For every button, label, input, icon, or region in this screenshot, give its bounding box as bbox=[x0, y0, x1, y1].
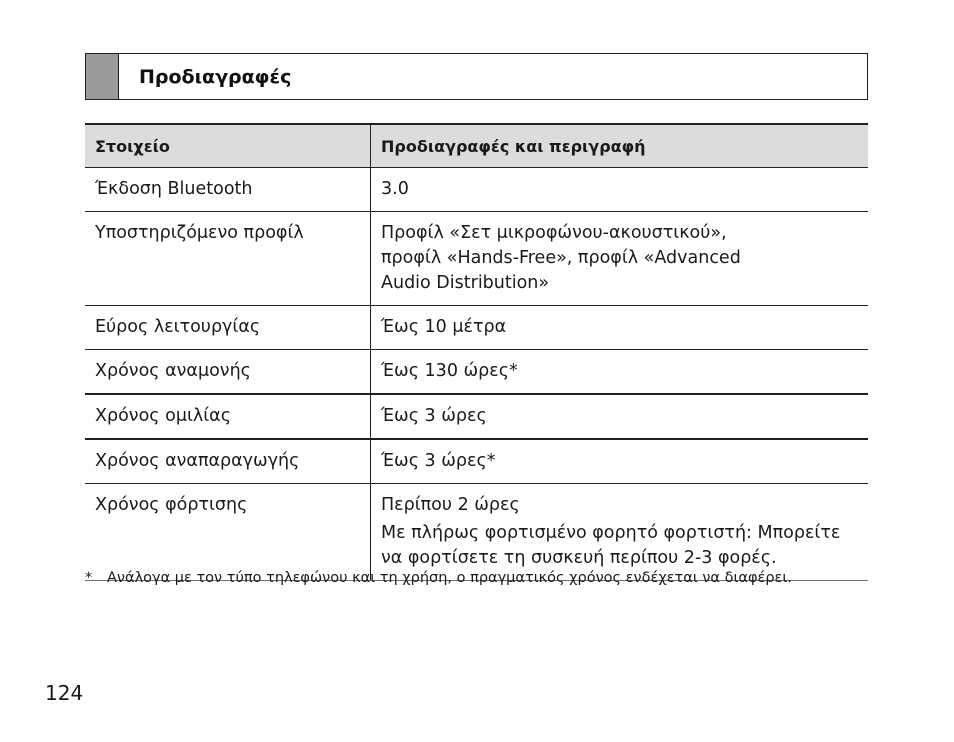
table-row bbox=[85, 350, 868, 395]
value-line: Προφίλ «Σετ μικροφώνου-ακουστικού», bbox=[381, 223, 727, 243]
footnote-mark: * bbox=[85, 570, 93, 586]
table-row bbox=[85, 168, 868, 212]
row-item-standby-time: Χρόνος αναμονής bbox=[85, 350, 371, 395]
row-value-supported-profile bbox=[371, 212, 869, 306]
column-header-spec: Προδιαγραφές και περιγραφή bbox=[371, 124, 869, 168]
value-line: προφίλ «Hands-Free», προφίλ «Advanced bbox=[381, 248, 741, 268]
row-value-bluetooth-version bbox=[371, 168, 869, 212]
section-header bbox=[85, 53, 868, 100]
section-tab-marker bbox=[86, 54, 119, 99]
page-number: 124 bbox=[45, 681, 84, 705]
section-title: Προδιαγραφές bbox=[139, 65, 292, 88]
row-value-charging-time bbox=[371, 484, 869, 581]
row-value-operating-range bbox=[371, 306, 869, 350]
value-line: Έως 3 ώρες* bbox=[381, 451, 496, 471]
value-line: Έως 130 ώρες* bbox=[381, 361, 518, 381]
footnote-text: Ανάλογα με τον τύπο τηλεφώνου και τη χρήση, ο πραγματικός χρόνος ενδέχεται να διαφέρει. bbox=[107, 570, 792, 586]
table-row bbox=[85, 306, 868, 350]
value-line: Περίπου 2 ώρες bbox=[381, 495, 520, 515]
row-item-operating-range: Εύρος λειτουργίας bbox=[85, 306, 371, 350]
value-line: Έως 3 ώρες bbox=[381, 406, 487, 426]
value-line: Με πλήρως φορτισμένο φορητό φορτιστή: Μπορείτε bbox=[381, 523, 841, 543]
row-item-bluetooth-version: Έκδοση Bluetooth bbox=[85, 168, 371, 212]
footnote bbox=[85, 570, 792, 586]
table-row bbox=[85, 439, 868, 484]
value-line: Έως 10 μέτρα bbox=[381, 317, 507, 337]
value-line: να φορτίσετε τη συσκευή περίπου 2-3 φορές. bbox=[381, 548, 777, 568]
table-header-row bbox=[85, 124, 868, 168]
row-item-playback-time: Χρόνος αναπαραγωγής bbox=[85, 439, 371, 484]
spec-table bbox=[85, 123, 868, 581]
table-row bbox=[85, 394, 868, 439]
value-line: 3.0 bbox=[381, 179, 409, 199]
value-line: Audio Distribution» bbox=[381, 273, 550, 293]
row-item-talk-time: Χρόνος ομιλίας bbox=[85, 394, 371, 439]
row-item-supported-profile: Υποστηριζόμενο προφίλ bbox=[85, 212, 371, 306]
table-row bbox=[85, 484, 868, 581]
column-header-item: Στοιχείο bbox=[85, 124, 371, 168]
row-item-charging-time: Χρόνος φόρτισης bbox=[85, 484, 371, 581]
table-row bbox=[85, 212, 868, 306]
row-value-playback-time bbox=[371, 439, 869, 484]
row-value-standby-time bbox=[371, 350, 869, 395]
row-value-talk-time bbox=[371, 394, 869, 439]
